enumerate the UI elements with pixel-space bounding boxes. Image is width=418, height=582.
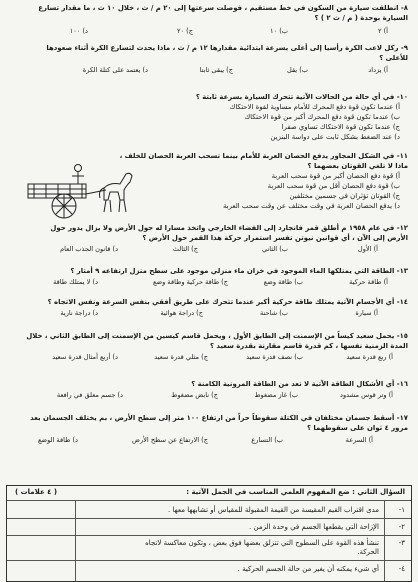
choice: أ) ربع قدرة سعيد	[346, 353, 393, 361]
choice: ج) الثالث	[172, 245, 198, 253]
question-8-line1: ٨- انطلقت سيارة من السكون في خط مستقيم ، فوصلت سرعتها إلى ٢٠ م / ث ، خلال ١٠ ث ، ما مقدار تسارع	[38, 4, 408, 12]
choice: أ) ٢	[377, 27, 388, 35]
question-12-line1: ١٢- في عام ١٩٥٨ م أطلق قمر فانجارد إلى الفضاء الخارجي واتخذ مسارا له حول الأرض ولا يزال يدور حول	[50, 224, 408, 232]
row-text: الحركة.	[357, 548, 379, 556]
choice-d: د) عند الضغط بشكل ثابت على دواسة البنزين	[270, 133, 400, 141]
row-text: مدى اقتراب القيم المقيسة من القيمة المقبولة للمقياس أو تشابهها معها .	[168, 506, 379, 514]
choice: ج) ٢٠	[176, 27, 193, 35]
question-11-line1: ١١- في الشكل المجاور يدفع الحصان العربة للأمام بينما تسحب العربة الحصان للخلف ،	[119, 152, 408, 160]
choice-d: د) يدفع الحصان العربة في وقت مختلف عن وقت سحب العربة	[222, 202, 400, 210]
divider	[384, 500, 385, 581]
divider	[7, 518, 411, 519]
choice: ج) دراجة هوائية	[160, 309, 203, 317]
divider	[75, 500, 76, 581]
choice: ب) غاز مضغوط	[254, 391, 298, 399]
choice: أ) سيارة	[355, 309, 378, 317]
choice: ج) يبقى ثابتا	[199, 66, 233, 74]
choice: د) قانون الجذب العام	[60, 245, 118, 253]
choice-a: أ) قوة دفع الحصان أكبر من قوة سحب العربة	[271, 172, 400, 180]
row-number: ٣-	[398, 539, 405, 547]
choice: ب) نصف قدرة سعيد	[246, 353, 303, 361]
choice-c: ج) القوتان تؤثران في جسمين مختلفين	[289, 192, 400, 200]
divider	[7, 535, 411, 536]
choice: أ) الأول	[357, 245, 378, 253]
row-number: ٤-	[398, 565, 405, 573]
question-15-line1: ١٥- يحمل سعيد كيساً من الإسمنت إلى الطابق الأول ، ويحمل قاسم كيسين من الإسمنت إلى الطابق الثاني ، خلال	[26, 332, 408, 340]
choice: د) جسم معلق في رافعة	[56, 391, 123, 399]
choice-b: ب) قوة دفع الحصان أقل من قوة سحب العربة	[267, 182, 400, 190]
choice: ب) ١٠	[270, 27, 288, 35]
question-11-line2: ماذا لا تلغي القوتان بعضهما ؟	[307, 162, 408, 170]
divider	[7, 560, 411, 561]
choice: ج) نابض مضغوط	[171, 391, 218, 399]
section-2-marks: ( ٤ علامات )	[15, 488, 58, 496]
choice: د) دراجة نارية	[60, 309, 98, 317]
choice: أ) السرعة	[345, 436, 373, 444]
choice: ج) طاقة حركية وطاقة وضع	[153, 278, 228, 286]
choice: ب) الثاني	[261, 245, 288, 253]
choice-a: أ) عندما تكون قوة دفع المحرك للأمام مساوية لقوة الاحتكاك	[229, 103, 400, 111]
horse-cart-illustration	[20, 160, 140, 222]
choice: ج) مثلي قدرة سعيد	[154, 353, 208, 361]
question-16: ١٦- أي الأشكال الطاقة الآتية لا تعد من الطاقة المرونية الكامنة ؟	[191, 380, 408, 388]
question-9-line2: للأعلى ؟	[379, 54, 408, 62]
choice: د) لا يمتلك طاقة	[53, 278, 98, 286]
choice: ب) شاحنة	[259, 309, 288, 317]
choice: د) ١٠٠	[69, 27, 88, 35]
row-number: ٢-	[398, 523, 405, 531]
question-17-line2: مرور ٤ ثوان على سقوطهما ؟	[307, 424, 408, 432]
question-9-line1: ٩- ركل لاعب الكرة رأسيا إلى أعلى بسرعة ابتدائية مقدارها ١٢ م / ث ، ماذا يحدث لتسارع الكرة أثناء صعودها	[46, 44, 408, 52]
row-text: تنشأ هذه القوة على السطوح التي تتزلق بعضها فوق بعض ، وتكون معاكسة لاتجاه	[145, 539, 379, 547]
choice: د) طاقة الوضع	[37, 436, 78, 444]
choice: ب) يقل	[286, 66, 308, 74]
choice: ب) التسارع	[251, 436, 283, 444]
choice: د) أربع أمثال قدرة سعيد	[52, 353, 118, 361]
section-2-title: السؤال الثاني : ضع المفهوم العلمي المناسب في الجمل الآتية :	[186, 488, 405, 496]
question-8-line2: السيارة بوحدة ( م / ث ٢ ) ؟	[314, 14, 408, 22]
choice: ب) طاقة وضع	[263, 278, 303, 286]
choice: أ) يزداد	[368, 66, 388, 74]
question-13: ١٣- الطاقة التي يمتلكها الماء الموجود في خزان ماء منزلي موجود على سطح منزل ارتفاعه ٩ أمتار ؟	[70, 267, 408, 275]
question-15-line2: المدة الزمنية نفسها ، كم قدرة قاسم مقارنة بقدرة سعيد ؟	[209, 342, 408, 350]
question-17-line1: ١٧- أسقط جسمان مختلفان في الكتلة سقوطاً حراً من ارتفاع ١٠٠ متر إلى سطح الأرض ، بم يختلف الجسمان بعد	[30, 414, 408, 422]
choice: د) يعتمد على كتلة الكرة	[82, 66, 148, 74]
choice-b: ب) عندما تكون قوة دفع المحرك أكبر من قوة الاحتكاك	[244, 113, 400, 121]
question-12-line2: الأرض إلى الآن ، أي قوانين نيوتن تفسر استمرار حركة هذا القمر حول الأرض ؟	[142, 234, 408, 242]
choice: أ) وتر قوس مشدود	[340, 391, 393, 399]
divider	[7, 500, 411, 501]
choice-c: ج) عندما تكون قوة الاحتكاك تساوي صفرا	[281, 123, 400, 131]
question-10: ١٠- في أي حالة من الحالات الآتية تتحرك السيارة بسرعة ثابتة ؟	[195, 93, 408, 101]
choice: أ) طاقة حركية	[349, 278, 388, 286]
row-text: الإزاحة التي يقطعها الجسم في وحدة الزمن .	[249, 523, 379, 531]
choice: ج) الارتفاع عن سطح الأرض	[132, 436, 208, 444]
row-text: أي شيء يمكنه أن يغير من حالة الجسم الحركية .	[237, 565, 379, 573]
row-number: ١-	[398, 506, 405, 514]
question-14: ١٤- أي الأجسام الآتية يمتلك طاقة حركية أكبر عندما تتحرك على طريق أفقي بنفس السرعة ونفس الاتجاه ؟	[47, 298, 408, 306]
section-2-table	[6, 485, 412, 582]
